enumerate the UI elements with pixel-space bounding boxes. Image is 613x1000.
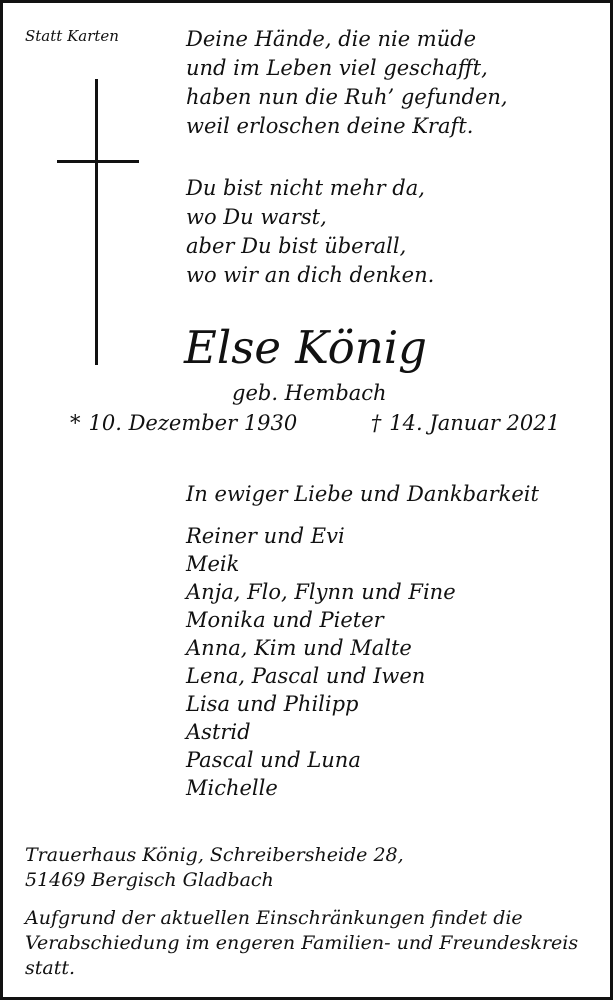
list-item: Pascal und Luna bbox=[186, 748, 361, 772]
list-item: Lena, Pascal und Iwen bbox=[186, 664, 426, 688]
birth-date-group bbox=[70, 411, 297, 436]
list-item: Lisa und Philipp bbox=[186, 692, 359, 716]
mourning-house-address: Trauerhaus König, Schreibersheide 28, 51469 Bergisch Gladbach bbox=[25, 844, 404, 891]
statt-karten-note: Statt Karten bbox=[25, 27, 119, 45]
birth-date: 10. Dezember 1930 bbox=[88, 411, 298, 435]
list-item: Monika und Pieter bbox=[186, 608, 384, 632]
death-date-group bbox=[371, 411, 560, 436]
birth-symbol-icon: * bbox=[70, 411, 81, 435]
dedication-text: In ewiger Liebe und Dankbarkeit bbox=[186, 482, 539, 506]
cross-vertical-bar bbox=[95, 79, 98, 365]
list-item: Anna, Kim und Malte bbox=[186, 636, 412, 660]
life-dates bbox=[70, 411, 560, 436]
list-item: Michelle bbox=[186, 776, 278, 800]
death-date: 14. Januar 2021 bbox=[389, 411, 560, 435]
cross-icon bbox=[57, 79, 139, 365]
deceased-name: Else König bbox=[184, 321, 427, 374]
family-list bbox=[186, 522, 456, 802]
poem-second-verse: Du bist nicht mehr da, wo Du warst, aber Du bist überall, wo wir an dich denken. bbox=[186, 176, 435, 287]
list-item: Astrid bbox=[186, 720, 251, 744]
list-item: Meik bbox=[186, 552, 240, 576]
cross-horizontal-bar bbox=[57, 160, 139, 163]
list-item: Reiner und Evi bbox=[186, 524, 345, 548]
list-item: Anja, Flo, Flynn und Fine bbox=[186, 580, 456, 604]
maiden-name: geb. Hembach bbox=[232, 381, 387, 405]
poem-first-verse: Deine Hände, die nie müde und im Leben viel geschafft, haben nun die Ruh’ gefunden, weil erloschen deine Kraft. bbox=[186, 27, 508, 138]
ceremony-notice: Aufgrund der aktuellen Einschränkungen findet die Verabschiedung im engeren Familien- und Freundeskreis statt. bbox=[25, 907, 579, 979]
death-symbol-icon: † bbox=[370, 411, 382, 435]
